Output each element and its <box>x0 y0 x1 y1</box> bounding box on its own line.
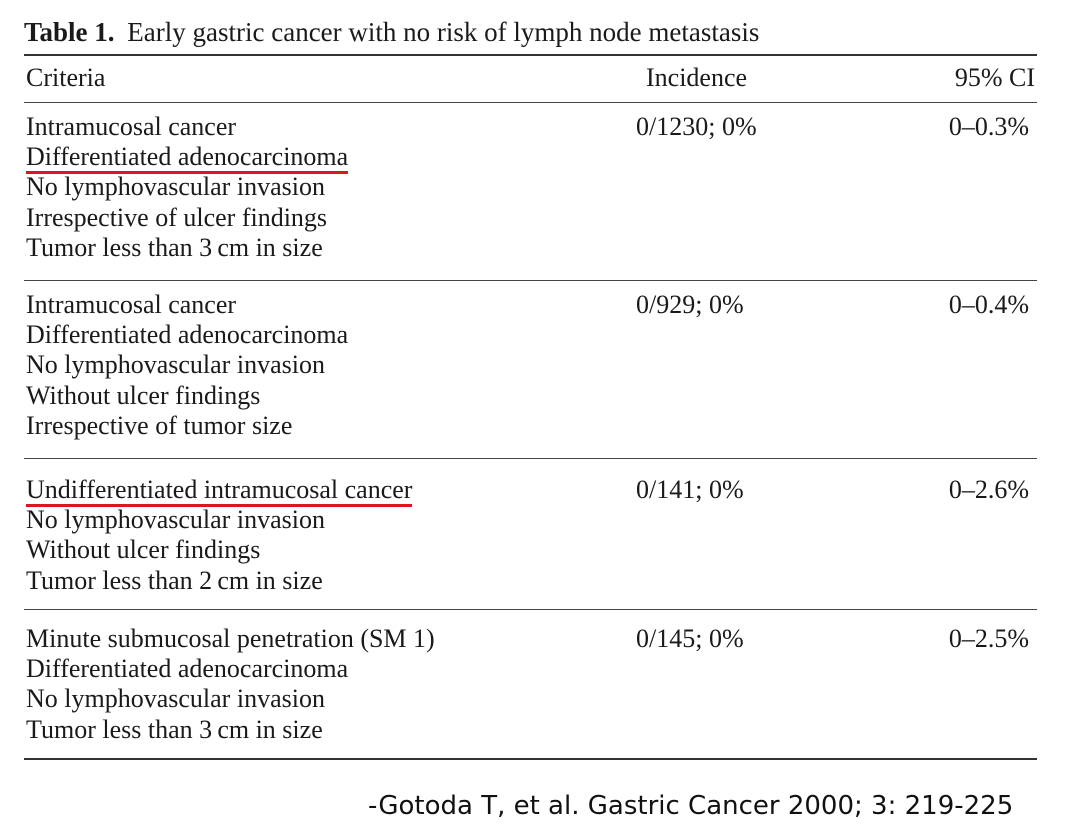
table-row <box>24 281 1037 458</box>
criteria-cell <box>26 112 348 263</box>
criteria-line <box>26 381 348 411</box>
incidence-cell: 0/145; 0% <box>636 624 744 653</box>
criteria-text: Intramucosal cancer <box>26 112 237 141</box>
ci-cell: 0–2.5% <box>948 624 1029 653</box>
criteria-line <box>26 142 348 172</box>
table-row <box>24 103 1037 280</box>
highlighted-criteria-text: Undifferentiated intramucosal cancer <box>26 476 412 507</box>
criteria-text: No lymphovascular invasion <box>26 684 325 714</box>
ci-cell: 0–0.3% <box>948 112 1029 141</box>
criteria-line <box>26 350 348 380</box>
criteria-line <box>26 411 348 441</box>
criteria-text: No lymphovascular invasion <box>26 505 325 535</box>
bottom-rule <box>24 758 1037 760</box>
header-ci: 95% CI <box>954 63 1035 92</box>
criteria-text: Differentiated adenocarcinoma <box>26 654 349 684</box>
header-incidence: Incidence <box>646 63 748 92</box>
criteria-line <box>26 684 435 714</box>
criteria-line <box>26 535 412 565</box>
table-caption <box>24 14 1037 54</box>
criteria-text: Without ulcer findings <box>26 380 261 410</box>
criteria-cell <box>26 475 412 596</box>
criteria-text: Tumor less than 3 cm in size <box>26 714 323 744</box>
header-criteria: Criteria <box>26 63 106 92</box>
criteria-line <box>26 320 348 350</box>
criteria-line <box>26 172 348 202</box>
criteria-text: Minute submucosal penetration (SM 1) <box>26 624 435 653</box>
criteria-line <box>26 505 412 535</box>
criteria-text: Tumor less than 2 cm in size <box>26 565 323 595</box>
criteria-line <box>26 624 435 654</box>
citation: -Gotoda T, et al. Gastric Cancer 2000; 3: 219-225 <box>368 791 1014 821</box>
criteria-line <box>26 475 412 505</box>
table-row <box>24 459 1037 609</box>
criteria-line <box>26 715 435 745</box>
criteria-line <box>26 203 348 233</box>
criteria-text: Intramucosal cancer <box>26 290 237 319</box>
incidence-cell: 0/929; 0% <box>636 290 744 319</box>
highlighted-criteria-text: Differentiated adenocarcinoma <box>26 143 348 174</box>
criteria-cell <box>26 624 435 745</box>
criteria-line <box>26 290 348 320</box>
criteria-text: Irrespective of tumor size <box>26 410 293 440</box>
ci-cell: 0–2.6% <box>948 475 1029 504</box>
results-table <box>24 14 1037 760</box>
table-row <box>24 610 1037 758</box>
incidence-cell: 0/1230; 0% <box>636 112 757 141</box>
criteria-text: Differentiated adenocarcinoma <box>26 320 349 350</box>
criteria-text: Without ulcer findings <box>26 535 261 565</box>
ci-cell: 0–0.4% <box>948 290 1029 319</box>
criteria-line <box>26 566 412 596</box>
criteria-text: No lymphovascular invasion <box>26 350 325 380</box>
criteria-line <box>26 112 348 142</box>
criteria-line <box>26 233 348 263</box>
criteria-line <box>26 654 435 684</box>
table-title: Early gastric cancer with no risk of lymph node metastasis <box>127 17 760 47</box>
criteria-text: No lymphovascular invasion <box>26 172 325 202</box>
table-header-row <box>24 56 1037 102</box>
table-label: Table 1. <box>24 17 115 47</box>
criteria-text: Tumor less than 3 cm in size <box>26 232 323 262</box>
incidence-cell: 0/141; 0% <box>636 475 744 504</box>
criteria-cell <box>26 290 348 441</box>
criteria-text: Irrespective of ulcer findings <box>26 202 328 232</box>
